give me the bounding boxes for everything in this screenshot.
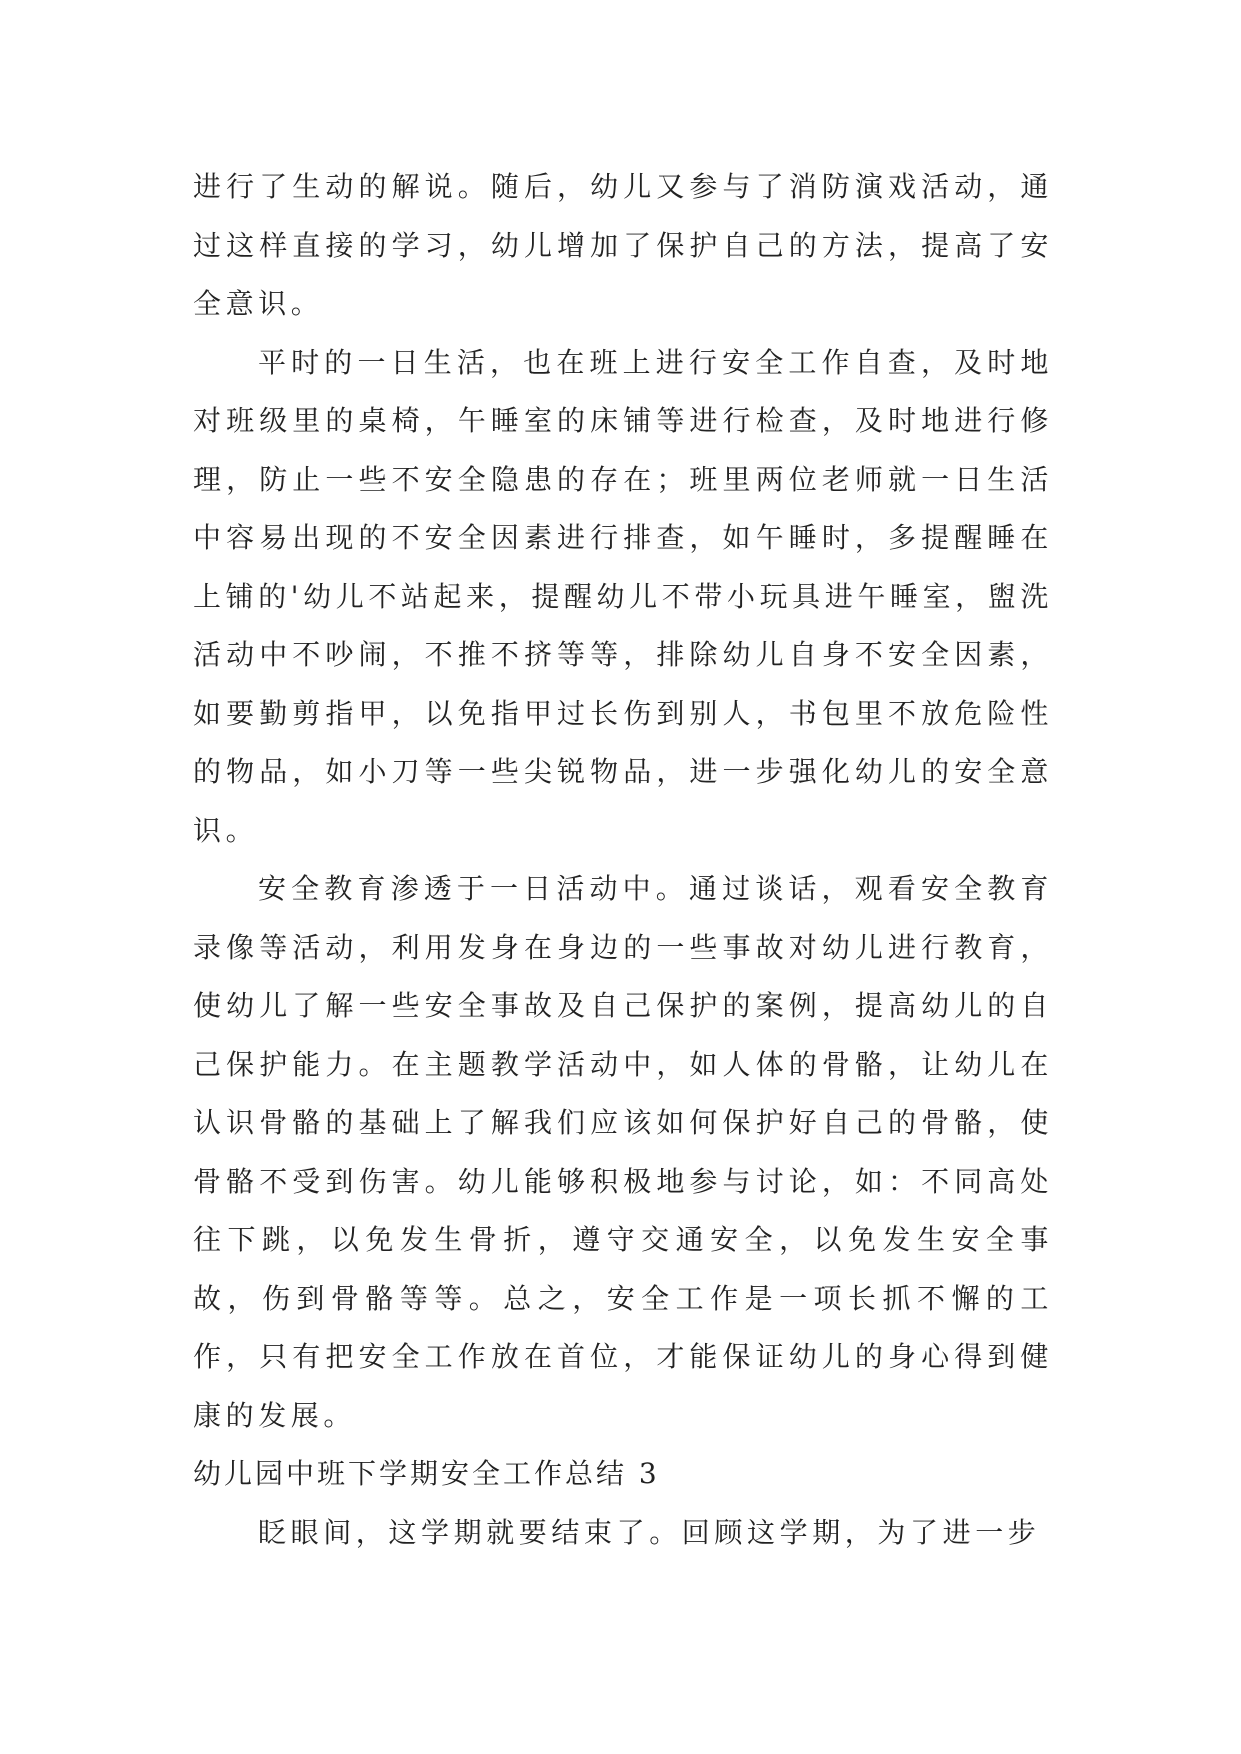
- document-body: [193, 158, 1053, 1562]
- paragraph-daily-checks: 平时的一日生活，也在班上进行安全工作自查，及时地对班级里的桌椅，午睡室的床铺等进行检查，及时地进行修理，防止一些不安全隐患的存在；班里两位老师就一日生活中容易出现的不安全因素进行排查，如午睡时，多提醒睡在上铺的'幼儿不站起来，提醒幼儿不带小玩具进午睡室，盥洗活动中不吵闹，不推不挤等等，排除幼儿自身不安全因素，如要勤剪指甲，以免指甲过长伤到别人，书包里不放危险性的物品，如小刀等一些尖锐物品，进一步强化幼儿的安全意识。: [193, 345, 1053, 847]
- paragraph-safety-education: 安全教育渗透于一日活动中。通过谈话，观看安全教育录像等活动，利用发身在身边的一些事故对幼儿进行教育，使幼儿了解一些安全事故及自己保护的案例，提高幼儿的自己保护能力。在主题教学活动中，如人体的骨骼，让幼儿在认识骨骼的基础上了解我们应该如何保护好自己的骨骼，使骨骼不受到伤害。幼儿能够积极地参与讨论，如：不同高处往下跳，以免发生骨折，遵守交通安全，以免发生安全事故，伤到骨骼等等。总之，安全工作是一项长抓不懈的工作，只有把安全工作放在首位，才能保证幼儿的身心得到健康的发展。: [193, 872, 1053, 1432]
- paragraph-new-section: 眨眼间，这学期就要结束了。回顾这学期，为了进一步: [258, 1515, 1041, 1549]
- paragraph-continued: 进行了生动的解说。随后，幼儿又参与了消防演戏活动，通过这样直接的学习，幼儿增加了保护自己的方法，提高了安全意识。: [193, 170, 1053, 320]
- section-heading: 幼儿园中班下学期安全工作总结 3: [193, 1457, 660, 1490]
